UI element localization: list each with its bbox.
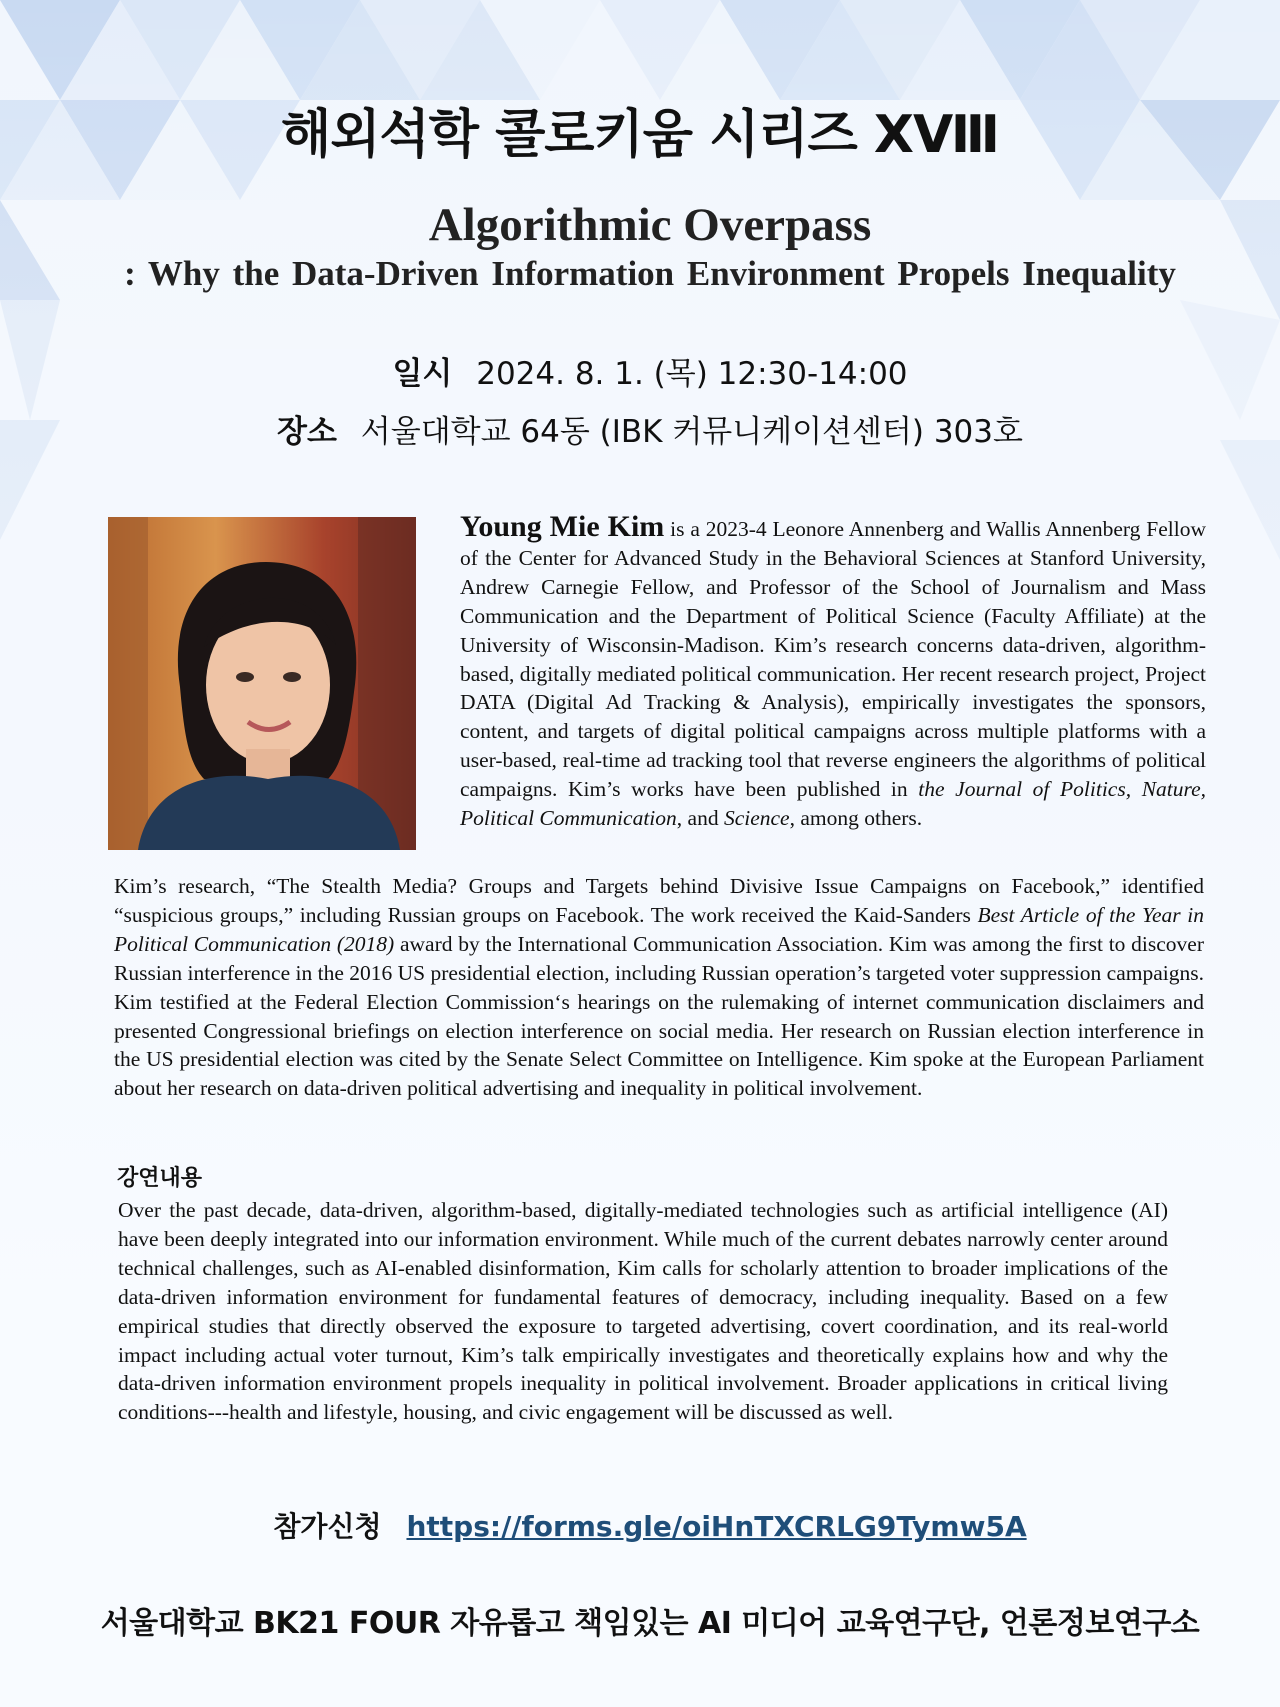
bio-journals: the Journal of Politics, Nature, Political Communication [460,777,1206,831]
speaker-name: Young Mie Kim [460,510,665,543]
bio-p2-text-b: award by the International Communication Association. Kim was among the first to discover Russian interference in the 2016 US presidential election, including Russian operation’s targeted voter suppression campaigns. Kim testified at the Federal Election Commission‘s hearings on the rulemaking of internet communication disclaimers and presented Congressional briefings on election interference on social media. Her research on Russian election interference in the US presidential election was cited by the Senate Select Committee on Intelligence. Kim spoke at the European Parliament about her research on data-driven political advertising and inequality in political involvement. [114,931,1205,1101]
registration-line [0,1505,1280,1545]
bio-p2-text-a: Kim’s research, “The Stealth Media? Groups and Targets behind Divisive Issue Campaigns on Facebook,” identified “suspicious groups,” including Russian groups on Facebook. The work received the Kaid-Sanders [114,874,1204,927]
lecture-heading: 강연내용 [117,1166,203,1191]
registration-link[interactable]: https://forms.gle/oiHnTXCRLG9Tymw5A [406,1510,1027,1543]
bio-science: Science [723,806,790,831]
organizer-footer: 서울대학교 BK21 FOUR 자유롭고 책임있는 AI 미디어 교육연구단, 언론정보연구소 [100,1606,1200,1641]
lecture-description: Over the past decade, data-driven, algorithm-based, digitally-mediated technologies such as artificial intelligence (AI) have been deeply integrated into our information environment. While much of the current debates narrowly center around technical challenges, such as AI-enabled disinformation, Kim calls for scholarly attention to broader implications of the data-driven information environment for fundamental features of democracy, including inequality. Based on a few empirical studies that directly observed the exposure to targeted advertising, covert coordination, and its real-world impact including actual voter turnout, Kim’s talk empirically investigates and theoretically explains how and why the data-driven information environment propels inequality in political involvement. Broader applications in critical living conditions---health and lifestyle, housing, and civic engagement will be discussed as well. [118,1198,1168,1425]
bio-and: , and [676,806,724,831]
speaker-bio-continued [114,872,1204,1103]
bio-text: is a 2023-4 Leonore Annenberg and Wallis Annenberg Fellow of the Center for Advanced Study in the Behavioral Sciences at Stanford University, Andrew Carnegie Fellow, and Professor of the School of Journalism and Mass Communication and the Department of Political Science (Faculty Affiliate) at the University of Wisconsin-Madison. Kim’s research concerns data-driven, algorithm-based, digitally mediated political communication. Her recent research project, Project DATA (Digital Ad Tracking & Analysis), empirically investigates the sponsors, content, and targets of digital political campaigns across multiple platforms with a user-based, real-time ad tracking tool that reverse engineers the algorithms of political campaigns. Kim’s works have been published in [460,517,1206,802]
date-line [0,348,1280,393]
place-line [0,406,1280,451]
place-value: 서울대학교 64동 (IBK 커뮤니케이션센터) 303호 [360,414,1023,450]
series-title: 해외석학 콜로키움 시리즈 XⅧ [281,105,999,165]
place-label: 장소 [277,414,337,450]
talk-title: Algorithmic Overpass [428,199,872,251]
talk-subtitle: : Why the Data-Driven Information Environment Propels Inequality [124,254,1176,293]
bio-end: , among others. [789,806,923,831]
date-label: 일시 [392,356,453,392]
speaker-photo [108,517,416,850]
date-value: 2024. 8. 1. (목) 12:30-14:00 [476,356,908,392]
speaker-bio-intro [460,512,1206,833]
registration-label: 참가신청 [273,1510,382,1543]
bio-p2-award: Best Article of the Year in Political Communication (2018) [114,902,1204,956]
